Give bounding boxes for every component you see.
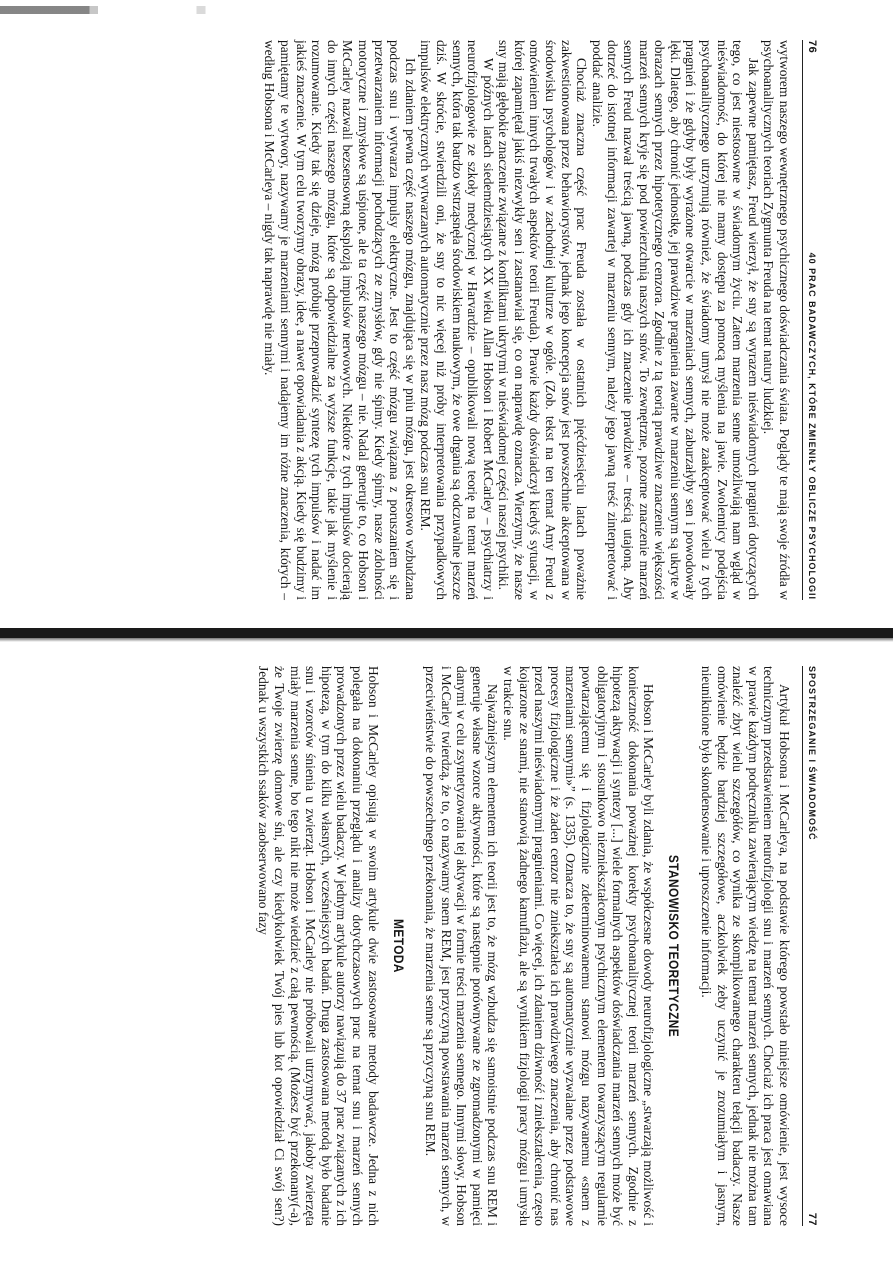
running-title: SPOSTRZEGANIE I ŚWIADOMOŚĆ xyxy=(807,666,817,841)
paragraph: Artykuł Hobsona i McCarleya, na podstawie którego powstało niniejsze omówienie, jest wysoce technicznym przedstawieniem neurofizjologii snu i marzeń sennych. Chociaż ich praca jest omawiana w prawie każdym podręczniku zawierającym wiedzę na temat marzeń sennych, jednak nie można tam znaleźć zbyt wielu szczegółów, co wynika ze skomplikowanego charakteru tełącji badaczy. Nasze omówienie będzie bardziej szczegółowe, aczkolwiek żeby uczynić je zrozumiałym i jasnym, nieuniknione było skondensowanie i uproszczenie informacji. xyxy=(699,666,792,1226)
paragraph: wytworem naszego wewnętrznego psychicznego doświadczania świata. Poglądy te mają swoje źródła w psychoanalitycznych teoriach Zygmunta Freuda na temat natury ludzkiej. xyxy=(761,40,792,600)
page-number: 76 xyxy=(806,40,818,54)
section-heading: METODA xyxy=(390,919,407,973)
page-76 xyxy=(70,20,830,620)
paragraph: Ich zdaniem pewna część naszego mózgu, znajdująca się w pniu mózgu, jest okresowo wzbudzana podczas snu i wytwarza impulsy elektryczne. Jest to część mózgu związana z poruszaniem się i przetwarzaniem informacji pochodzących ze zmysłów, gdy nie śpimy. Kiedy śpimy, nasze zdolności motoryczne i zmysłowe są uśpione, ale ta część naszego mózgu – nie. Nadal generuje to, co Hobson i McCarley nazwali bezsensowną eksplozją impulsów nerwowych. Niektóre z tych impulsów docierają do innych części naszego mózgu, które są odpowiedzialne za wyższe funkcje, takie jak myślenie i rozumowanie. Kiedy tak się dzieje, mózg próbuje przeprowadzić syntezę tych impulsów i nadać im jakieś znaczenie. W tym celu tworzymy obrazy, idee, a nawet opowiadania z akcją. Kiedy się budzimy i pamiętamy te wytwory, nazywamy je marzeniami sennymi i nadajemy im różne znaczenia, których – według Hobsona i McCarleya – nigdy tak naprawdę nie miały. xyxy=(262,40,418,600)
paragraph: Hobson i McCarley opisują w swoim artykule dwie zastosowane metody badawcze. Jedna z nich polegała na dokonaniu przeglądu i analizy dotychczasowych prac na temat snu i marzeń sennych prowadzonych przez wielu badaczy. W jednym artykule autorzy nawiązują do 37 prac związanych z ich hipotezą, w tym do kilku własnych, wcześniejszych badań. Druga zastosowana metodą było badanie snu i wzorców śnienia u zwierząt. Hobson i McCarley nie próbowali utrzymywać, jakoby zwierzęta miały marzenia senne, bo tego nikt nie może wiedzieć z całą pewnością. (Możesz być przekonany(-a), że Twoje zwierzę domowe śni, ale czy kiedykolwiek Twój pies lub kot opowiedział Ci swój sen?) Jednak u wszystkich ssaków zaobserwowano fazy xyxy=(256,666,381,1226)
running-title: 40 PRAC BADAWCZYCH, KTÓRE ZMIENIŁY OBLICZE PSYCHOLOGII xyxy=(807,252,817,600)
scan-artifact xyxy=(0,6,893,14)
running-head-77 xyxy=(802,666,818,1226)
running-head-76 xyxy=(802,40,818,600)
paragraph: W późnych latach siedemdziesiątych XX wieku Allan Hobson i Robert McCarley – psychiatrzy i neurofizjologowie ze szkoły medycznej w Harvardzie – opublikowali nową teorię na temat marzeń sennych, która tak bardzo wstrząsnęła środowiskiem naukowym, że owe drgania są odczuwalne jeszcze dziś. W skrócie, stwierdzili oni, że sny to nic więcej niż próby interpretowania przypadkowych impulsów elektrycznych wytwarzanych automatycznie przez nasz mózg podczas snu REM. xyxy=(418,40,496,600)
paragraph: Hobson i McCarley byli zdania, że współczesne dowody neurofizjologiczne „stwarzają możliwość i konieczność dokonania poważnej korekty psychoanalitycznej teorii marzeń sennych. Zgodnie z hipotezą aktywacji i syntezy [...] wiele formalnych aspektów doświadczania marzeń sennych może być obligatoryjnym i stosunkowo niezniekształconym psychicznym elementem towarzyszącym regularnie powtarzającemu się i fizjologicznie zdeterminowanemu stanowi mózgu nazywanemu «snem z marzeniami sennymi»” (s. 1335). Oznacza to, że sny są automatycznie wyzwalane przez podstawowe procesy fizjologiczne i że żaden cenzor nie zniekształca ich prawdziwego znaczenia, aby chronić nas przed naszymi nieświadomymi pragnieniami. Co więcej, ich zdaniem dziwność i zniekształcenia, często kojarzone ze snami, nie stanowią żadnego kamuflażu, ale są wynikiem fizjologii pracy mózgu i umysłu w trakcie snu. xyxy=(501,666,657,1226)
paragraph: Jak zapewne pamiętasz, Freud wierzył, że sny są wyrazem nieświadomych pragnień dotyczących tego, co jest niestosowne w świadomym życiu. Zatem marzenia senne umożliwiają nam wgląd w nieświadomość, do której nie mamy dostępu za pomocą myślenia na jawie. Zwolennicy podejścia psychoanalitycznego utrzymują również, że świadomy umysł nie może zaakceptować wielu z tych pragnień i że gdyby były wyrażone otwarcie w marzeniach sennych, zaburzałyby sen i powodowały lęki. Dlatego, aby chronić jednostkę, jej prawdziwe pragnienia zawarte w marzeniu sennym są ukryte w obrazach sennych przez hipotetycznego cenzora. Zgodnie z tą teorią prawdziwe znaczenie większości marzeń sennych kryje się pod powierzchnią naszych snów. To zewnętrzne, pozorne znaczenie marzeń sennych Freud nazwał treścią jawną, podczas gdy ich znaczenie prawdziwe – treścią utajoną. Aby dotrzeć do istotnej informacji zawartej w marzeniu sennym, należy jego jawną treść zinterpretować i poddać analizie. xyxy=(589,40,761,600)
page-77 xyxy=(70,646,830,1246)
book-gutter xyxy=(0,628,893,638)
paragraph: Najważniejszym elementem ich teorii jest to, że mózg wzbudza się samoistnie podczas snu REM i generuje własne wzorce aktywności, które są następnie porównywane ze zgromadzonymi w pamięci danymi w celu zsyntetyzowania tej aktywacji w formie treści marzenia sennego. Innymi słowy, Hobson i McCarley twierdzą, że to, co nazywamy snem REM, jest przyczyną powstawania marzeń sennych, w przeciwieństwie do powszechnego przekonania, że marzenia senne są przyczyną snu REM. xyxy=(423,666,501,1226)
page-number: 77 xyxy=(806,1212,818,1226)
gutter-shadow xyxy=(0,638,893,642)
paragraph: Chociaż znaczna część prac Freuda została w ostatnich pięćdziesięciu latach poważnie zakwestionowana przez behawiorystów, jednak jego koncepcja snów jest powszechnie akceptowana w środowisku psychologów i w zachodniej kulturze w ogóle. (Zob. tekst na ten temat Amy Freud z omówieniem innych trwałych aspektów teorii Freuda). Prawie każdy doświadczył kiedyś sytuacji, w której zapamiętał jakiś niezwykły sen i zastanawiał się, co on naprawdę oznacza. Wierzymy, że nasze sny mają głębokie znaczenie związane z konfliktami ukrytymi w nieświadomej części naszej psychiki. xyxy=(496,40,590,600)
section-heading: STANOWISKO TEORETYCZNE xyxy=(666,854,683,1038)
